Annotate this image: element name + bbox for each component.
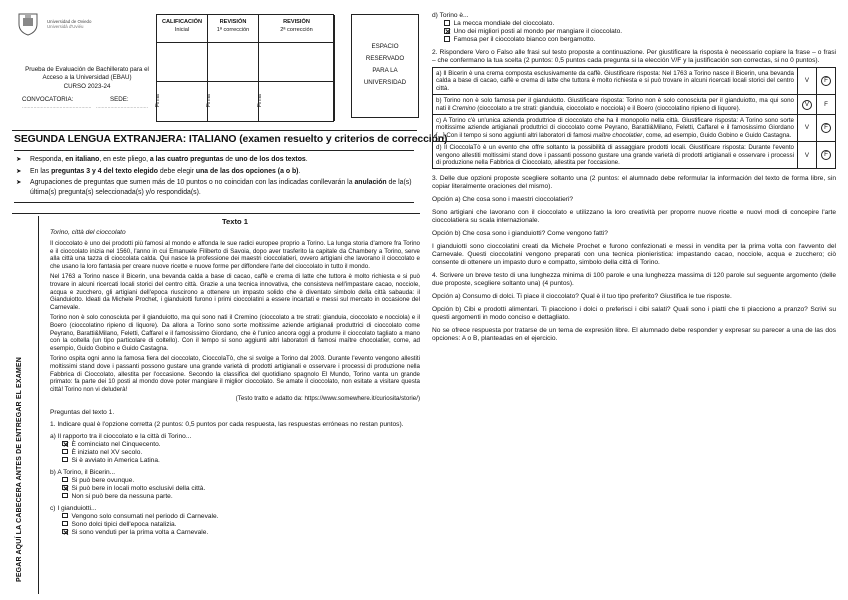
seat-field [110,96,129,104]
question-1-prompt: 1. Indicare qual è l'opzione corretta (2 puntos: 0,5 puntos por cada respuesta, las respuestas erróneas no restan puntos). [50,420,404,428]
option-row [432,36,836,44]
table-row [433,68,836,95]
university-seal-icon [17,12,39,36]
text-paragraph: Torino ospita ogni anno la famosa fiera del cioccolato, CioccolaTò, che si svolge a Torino dal 2003. Durante l'evento vengono allestiti moltissimi stand dove i passanti possono gustare una grande varietà di prodotti artigianali e osservare i processi di produzione nella Fabbrica di Cioccolato, allestita per l'occasione. Secondo la classifica del quotidiano spagnolo El Mundo, Torino vanta un grande primato: fa parte dei 10 posti al mondo dove poter mangiare il miglior cioccolato. Se amate il cioccolato, non esitate a visitare questa città! Torino non vi deluderà! [50,355,420,393]
instruction-item: ➤ Agrupaciones de preguntas que sumen más de 10 puntos o no coincidan con las indicadas conllevarán la anulación de la(s) última(s) pregunta(s) seleccionada(s) y/o respondida(s). [14,178,414,197]
option-row [50,493,420,501]
score-col-sub: 2ª corrección [280,27,313,33]
score-table [156,14,334,122]
true-option[interactable]: V [798,115,817,142]
question-4-prompt: 4. Scrivere un breve testo di una lunghezza minima di 100 parole e una lunghezza massima di 120 parole sul seguente argomento (delle due proposte, scegliere soltanto una) (4 puntos). [432,272,836,288]
false-option-selected[interactable] [817,68,836,95]
university-name-asturian: Universidá d'Uviéu [47,24,84,30]
option-row [50,449,420,457]
selected-circle-icon: F [821,76,831,86]
question-4-option-a: Opción a) Consumo di dolci. Ti piace il cioccolato? Qual è il tuo tipo preferito? Giustifica le tue risposte. [432,293,732,301]
option-row [432,20,836,28]
option-row [50,529,420,537]
checkbox[interactable] [62,449,68,455]
question-4-option-b: Opción b) Cibi e prodotti alimentari. Ti piacciono i dolci o preferisci i cibi salati? Quali sono i piatti che ti piacciono a pranzo? Scrivi su questi argomenti in modo conciso e dettagliato. [432,306,836,322]
score-col-initial [157,15,208,121]
text-heading: Texto 1 [221,217,249,226]
option-label: Si è avviato in America Latina. [71,456,160,464]
question-stem: c) I gianduiotti... [50,504,97,512]
signature-label: Firma [257,94,263,107]
instructions-list [14,150,414,203]
false-option-selected[interactable] [817,142,836,169]
question-3-answer-b: I gianduiotti sono cioccolatini creati da Michele Prochet e furono confezionati e messi in vendita per la prima volta con l'avvento del Carnevale. Questi cioccolatini vengono preparati con una tecnica pionieristica: impastando cacao, nocciole, acqua e zucchero; ciò consente di ottenere un impasto duro e compatto, simbolo della città di Torino. [432,243,836,267]
option-row [50,457,420,465]
text-paragraph: Torino non è solo conosciuta per il gianduiotto, ma qui sono nati il Cremino (cioccolato a tre strati: gianduia, cioccolato e nocciola) e il Boero (cioccolatino ripieno di liquore). Da allora a Torino sono sorte moltissime aziende artigianali produttrici di cioccolato come Peyrano, Baratti&Milano, Feletti, Caffarel e il famosissimo Giordano, che è l'unico ancora oggi a produrre il cioccolato tagliato a mano con la coltella (un tipo particolare di coltello). Con il tempo si sono aggiunti altri laboratori di famosi maître chocolatier, come, ad esempio, Guido Gobino e Guido Castagna. [50,314,420,352]
question-stem: a) Il rapporto tra il cioccolato e la città di Torino... [50,432,192,440]
score-col-title: REVISIÓN [219,19,247,25]
statement-cell: a) Il Bicerin è una crema composta esclusivamente da caffè. Giustificare risposta: Nel 1763 a Torino nasce il Bicerin, una bevanda calda a base di cacao, caffè e crema di latte che tuttora è molto richiesta e si può trovare in alcuni ricercati locali storici del centro città. [433,68,798,95]
option-label: Si può bere in locali molto esclusivi della città. [71,484,206,492]
reserved-line: RESERVADO [365,55,405,62]
checkbox[interactable] [62,521,68,527]
reserved-line: ESPACIO [371,43,399,50]
selected-circle-icon: V [802,100,812,110]
statement-cell: b) Torino non è solo famosa per il gianduiotto. Giustificare risposta: Torino non è solo conosciuta per il gianduiotto, ma qui sono nati il Cremino (cioccolato a tre strati: gianduia, cioccolato e nocciola) e il Boero (cioccolatino ripieno di liquore). [433,95,798,115]
false-option-selected[interactable] [817,115,836,142]
score-col-sub: Inicial [174,27,190,33]
checkbox-checked[interactable] [62,441,68,447]
question-stem: b) A Torino, il Bicerin... [50,468,116,476]
true-option[interactable]: V [798,142,817,169]
text-1-column [50,216,420,537]
checkbox-checked[interactable] [444,28,450,34]
question-3-prompt: 3. Delle due opzioni proposte scegliere soltanto una (2 puntos: el alumnado debe reformular la información del texto de forma libre, sin copiar literalmente oraciones del mismo). [432,175,836,191]
question-4-note: No se ofrece respuesta por tratarse de un tema de expresión libre. El alumnado debe responder y expresar su parecer a una de las dos opciones: A o B, planteadas en el ejercicio. [432,327,836,343]
option-label: È iniziato nel XV secolo. [71,448,143,456]
call-dots: ................................................ [22,104,92,109]
option-row [50,477,420,485]
score-col-sub: 1ª corrección [216,27,250,33]
text-title: Torino, città del cioccolato [50,229,126,236]
question-1c [50,505,420,537]
checkbox[interactable] [62,513,68,519]
question-3-option-a: Opción a) Che cosa sono i maestri cioccolatieri? [432,196,574,204]
score-col-review-1 [207,15,259,121]
university-logo [17,12,137,52]
answers-column [432,12,836,343]
true-false-table [432,67,836,169]
reserved-line: UNIVERSIDAD [363,79,407,86]
seat-dots: .................................... [96,104,149,109]
question-3-option-b: Opción b) Che cosa sono i gianduiotti? Come vengono fatti? [432,230,608,238]
text-paragraph: Nel 1763 a Torino nasce il Bicerin, una bevanda calda a base di cacao, caffè e crema di latte che tuttora è molto richiesta e si può trovare in alcuni ricercati locali storici del centro città. Grazie a una tecnica innovativa, che consisteva nell'impastare cacao, nocciole, acqua e zucchero, gli artigiani dell'epoca riuscirono a ottenere un impasto solido che è diventato simbolo della città sabauda: il Gianduiotto. Ideati da Michele Prochet, i gianduiotti furono i primi cioccolatini a essere incartati e messi sul mercato in occasione del Carnevale. [50,273,420,311]
table-row [433,115,836,142]
option-label: Non si può bere da nessuna parte. [71,492,173,500]
question-3-answer-a: Sono artigiani che lavorano con il cioccolato e utilizzano la loro creatività per proporre nuove ricette e nuovi modi di concepire l'arte cioccolatiera su scala internazionale. [432,209,836,225]
seat-label: SEDE: [110,96,129,103]
score-col-title: REVISIÓN [283,19,310,25]
option-label: Si sono venduti per la prima volta a Carnevale. [71,528,209,536]
question-1b [50,469,420,501]
option-label: Si può bere ovunque. [71,476,135,484]
header-paste-strip [12,216,39,594]
exam-title: Prueba de Evaluación de Bachillerato para el Acceso a la Universidad (EBAU) [25,66,149,81]
selected-circle-icon: F [821,150,831,160]
score-col-title: CALIFICACIÓN [161,19,203,25]
university-name: Universidad de Oviedo [47,19,92,24]
score-col-review-2 [258,15,335,121]
question-2-prompt: 2. Rispondere Vero o Falso alle frasi sul testo proposte a continuazione. Per giustificare la risposta è necessario copiare la frase – o frasi – che confermano la tua scelta (2 puntos: 0,5 puntos cada pregunta si la elección V/F y la justificación son correctas, si no 0 puntos). [432,49,836,64]
table-row [433,95,836,115]
checkbox-checked[interactable] [62,485,68,491]
side-instruction: PEGAR AQUÍ LA CABECERA ANTES DE ENTREGAR EL EXAMEN [16,357,23,582]
call-field [22,96,73,104]
option-label: La mecca mondiale del cioccolato. [453,20,555,27]
statement-cell: c) A Torino c'è un'unica azienda produttrice di cioccolato che ha il monopolio nella città. Giustificare risposta: A Torino sono sorte moltissime aziende artigianali produttrici di cioccolato come Peyrano, Baratti&Milano, Feletti, Caffarel e il famosissimo Giordano [...] Con il tempo si sono aggiunti altri laboratori di famosi maître chocolatier, come, ad esempio, Guido Gobino e Guido Castagna. [433,115,798,142]
option-row [50,441,420,449]
course-label: CURSO 2023-24 [63,83,111,91]
statement-cell: d) Il CioccolaTò è un evento che offre soltanto la possibilità di assaggiare prodotti locali. Giustificare risposta: Durante l'evento vengono allestiti moltissimi stand dove i passanti possono gustare una grande varietà di prodotti artigianali e osservare i processi di produzione nella Fabbrica di Cioccolato, allestita per l'occasione. [433,142,798,169]
selected-circle-icon: F [821,123,831,133]
option-label: È cominciato nel Cinquecento. [71,440,161,448]
checkbox[interactable] [62,457,68,463]
option-label: Sono dolci tipici dell'epoca natalizia. [71,520,177,528]
option-row [50,513,420,521]
signature-label: Firma [155,94,161,107]
option-label: Vengono solo consumati nel periodo di Carnevale. [71,512,219,520]
call-label: CONVOCATORIA: [22,96,74,103]
option-label: Uno dei migliori posti al mondo per mangiare il cioccolato. [453,28,623,35]
checkbox[interactable] [444,20,450,26]
question-stem: d) Torino è... [432,12,469,19]
reserved-space [351,14,419,118]
text-source: (Testo tratto e adatto da: https://www.somewhere.it/curiosita/storie/) [235,395,420,403]
true-option[interactable]: V [798,68,817,95]
section-title: SEGUNDA LENGUA EXTRANJERA: ITALIANO (examen resuelto y criterios de corrección) [14,134,448,145]
title-divider [12,130,417,131]
reserved-line: PARA LA [372,67,398,74]
option-row [50,521,420,529]
instruction-item: ➤ Responda, en italiano, en este pliego, a las cuatro preguntas de uno de los dos textos. [14,155,414,165]
option-row [432,28,836,36]
question-1a [50,433,420,465]
questions-heading: Preguntas del texto 1. [50,408,115,416]
checkbox[interactable] [62,493,68,499]
content-divider [12,213,420,214]
option-row [50,485,420,493]
false-option[interactable]: F [817,95,836,115]
table-row [433,142,836,169]
option-label: Famosa per il cioccolato bianco con bergamotto. [453,36,596,43]
signature-label: Firma [206,94,212,107]
instruction-item: ➤ En las preguntas 3 y 4 del texto elegido debe elegir una de las dos opciones (a o b). [14,167,414,177]
checkbox-checked[interactable] [62,529,68,535]
text-paragraph: Il cioccolato è uno dei prodotti più famosi al mondo e affonda le sue radici europee proprio a Torino. La lunga storia d'amore fra Torino e il cioccolato inizia nel 1560, l'anno in cui Emanuele Filiberto di Savoia, dopo aver trasferito la capitale da Chambery a Torino, serve alla città una tazza di cioccolata calda. Qui nasce la professione dei maestri cioccolatieri, ovvero artigiani che lavorano il cioccolato e che usano la loro fantasia per creare nuove ricette e nuove forme per diffondere l'arte del cioccolato in tutto il mondo. [50,240,420,270]
checkbox[interactable] [62,477,68,483]
exam-header [22,66,152,91]
true-option-selected[interactable] [798,95,817,115]
question-1d [432,12,836,44]
checkbox[interactable] [444,36,450,42]
